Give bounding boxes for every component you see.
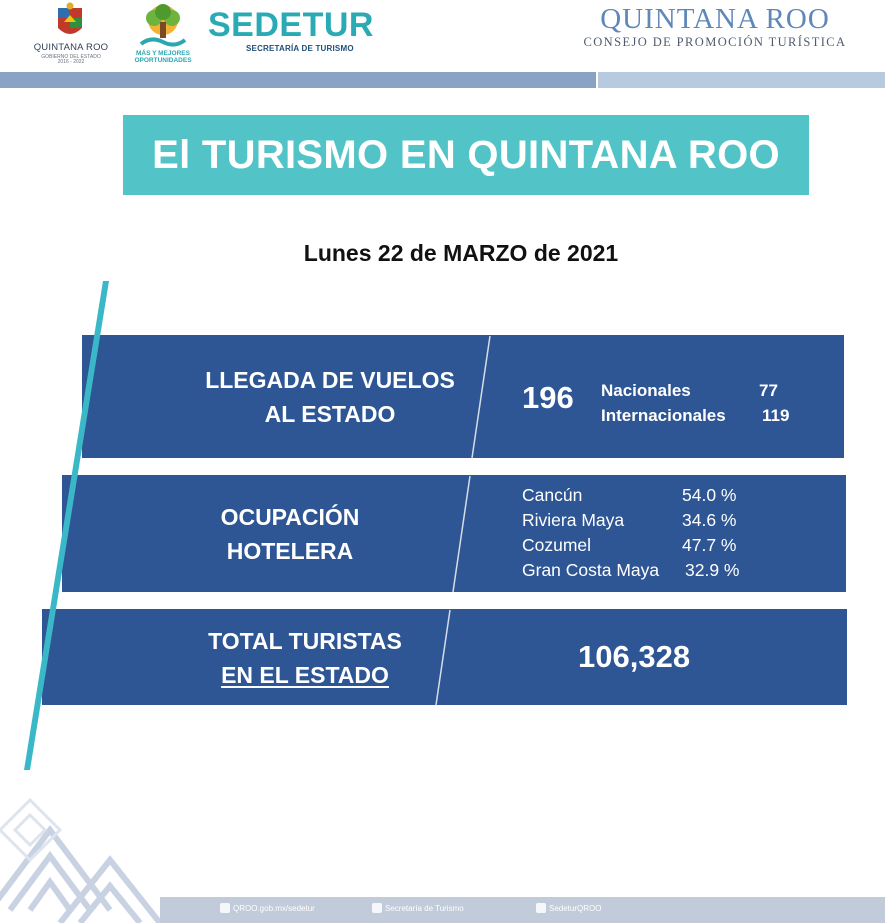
tourists-total: 106,328 <box>578 639 691 674</box>
occupancy-label-line-2: HOTELERA <box>226 538 354 564</box>
qroo-logo-years: 2016 - 2022 <box>57 59 85 65</box>
occupancy-value: 54.0 % <box>682 485 737 505</box>
occupancy-row <box>522 510 737 531</box>
occupancy-destination: Riviera Maya <box>522 510 625 530</box>
sedetur-tagline: SECRETARÍA DE TURISMO <box>246 44 354 53</box>
footer-web-text: QROO.gob.mx/sedetur <box>233 903 315 913</box>
sedetur-name: SEDETUR <box>208 6 374 44</box>
tourists-label-line-2: EN EL ESTADO <box>221 662 389 688</box>
ceiba-tree-icon <box>137 4 189 50</box>
header-band-right <box>598 72 885 88</box>
occupancy-destination: Gran Costa Maya <box>522 560 660 580</box>
slogan-line-2: OPORTUNIDADES <box>134 57 192 64</box>
flight-row <box>601 381 778 401</box>
title-banner <box>123 115 809 195</box>
coat-of-arms-icon <box>56 2 84 40</box>
flight-row-name: Nacionales <box>601 381 691 400</box>
facebook-icon <box>372 903 382 913</box>
brand-subtitle: CONSEJO DE PROMOCIÓN TURÍSTICA <box>583 35 847 49</box>
footer-twitter-text: SedeturQROO <box>549 903 602 913</box>
sedetur-logo <box>208 6 378 56</box>
footer-twitter-link[interactable] <box>536 903 601 913</box>
oportunidades-logo <box>128 4 198 66</box>
occupancy-destination: Cancún <box>522 485 583 505</box>
flights-label <box>190 363 470 431</box>
tourists-label <box>190 624 420 692</box>
occupancy-label <box>190 500 390 568</box>
qroo-logo-subtitle: GOBIERNO DEL ESTADO <box>41 54 101 60</box>
footer-facebook-text: Secretaría de Turismo <box>385 903 464 913</box>
promotion-council-brand <box>575 4 855 50</box>
footer-web-link[interactable] <box>220 903 315 913</box>
flight-row-name: Internacionales <box>601 406 726 425</box>
header-band-left <box>0 72 596 88</box>
occupancy-value: 32.9 % <box>685 560 740 580</box>
occupancy-row <box>522 485 737 506</box>
report-date: Lunes 22 de MARZO de 2021 <box>303 240 619 266</box>
flights-label-line-2: AL ESTADO <box>264 401 396 427</box>
qroo-logo-label: QUINTANA ROO <box>33 42 109 53</box>
occupancy-destination: Cozumel <box>522 535 592 555</box>
footer-bar <box>160 897 885 923</box>
occupancy-row <box>522 535 737 556</box>
flight-row <box>601 406 790 426</box>
total-tourists-panel <box>42 609 847 705</box>
slogan-line-1: MÁS Y MEJORES <box>136 50 190 57</box>
brand-title: QUINTANA ROO <box>600 3 830 35</box>
flight-row-value: 77 <box>759 381 778 400</box>
flight-row-value: 119 <box>762 406 790 425</box>
flights-total: 196 <box>522 380 574 415</box>
globe-icon <box>220 903 230 913</box>
footer-facebook-link[interactable] <box>372 903 464 913</box>
twitter-icon <box>536 903 546 913</box>
occupancy-label-line-1: OCUPACIÓN <box>220 504 360 530</box>
occupancy-value: 47.7 % <box>682 535 737 555</box>
occupancy-row <box>522 560 740 581</box>
occupancy-value: 34.6 % <box>682 510 737 530</box>
page-title: El TURISMO EN QUINTANA ROO <box>152 132 780 177</box>
quintana-roo-government-logo <box>30 2 109 68</box>
flights-label-line-1: LLEGADA DE VUELOS <box>205 367 455 393</box>
tourists-label-line-1: TOTAL TURISTAS <box>208 628 402 654</box>
